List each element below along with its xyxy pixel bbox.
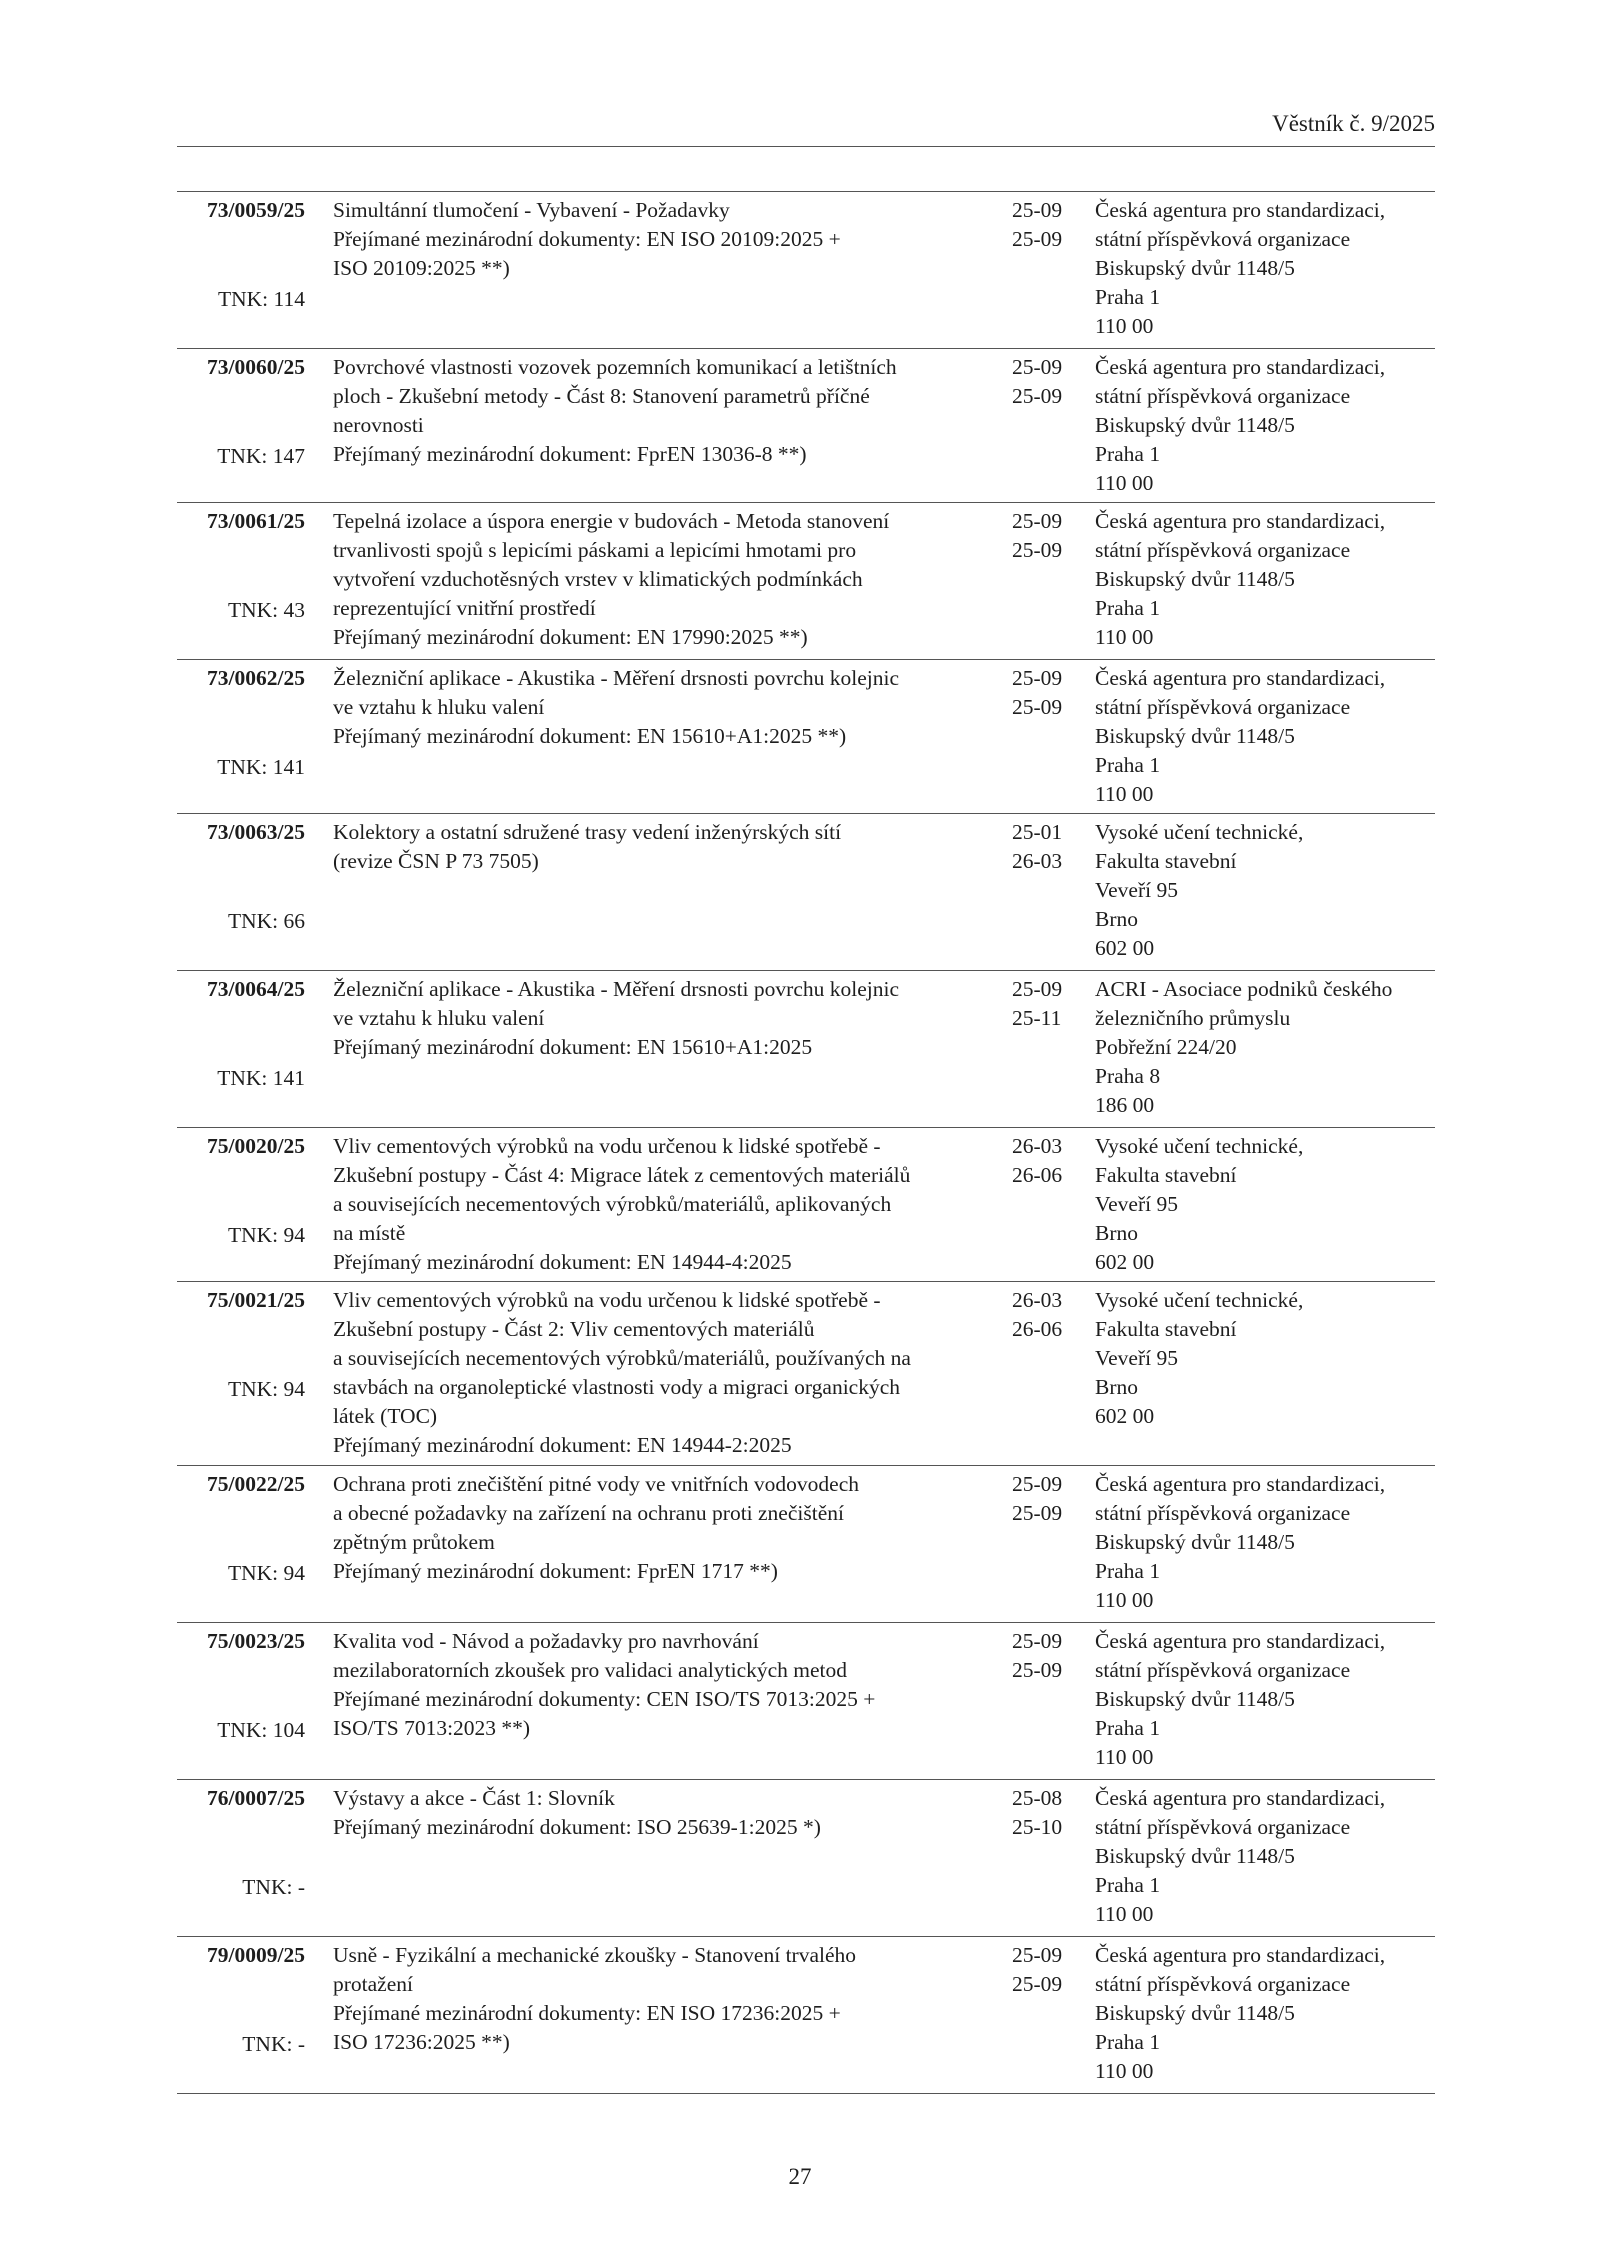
date-value: 25-08 (1012, 1786, 1063, 1810)
journal-title: Věstník č. 9/2025 (1272, 111, 1435, 136)
org-line: státní příspěvková organizace (1095, 538, 1351, 562)
standards-table (177, 191, 1435, 2094)
entry-id-cell (177, 1470, 305, 1499)
tnk-label: TNK: 43 (227, 598, 305, 622)
entry-dates (1012, 818, 1072, 876)
entry-id-cell (177, 664, 305, 693)
title-line: nerovnosti (333, 413, 424, 437)
title-line: Přejímaný mezinárodní dokument: EN 14944-4:2025 (333, 1250, 792, 1274)
title-line: ISO 17236:2025 **) (333, 2030, 510, 2054)
title-line: reprezentující vnitřní prostředí (333, 596, 596, 620)
entry-dates (1012, 196, 1072, 254)
title-line: a souvisejících necementových výrobků/materiálů, používaných na (333, 1346, 911, 1370)
page-number: 27 (788, 2164, 812, 2189)
tnk-label: TNK: 114 (218, 287, 305, 311)
table-row (177, 971, 1435, 1128)
entry-dates (1012, 664, 1072, 722)
table-row (177, 1780, 1435, 1937)
date-value: 26-03 (1012, 1134, 1063, 1158)
entry-organization (1095, 664, 1435, 809)
title-line: ploch - Zkušební metody - Část 8: Stanovení parametrů příčné (333, 384, 870, 408)
entry-id: 73/0064/25 (207, 977, 305, 1001)
tnk-label: TNK: - (242, 2032, 305, 2056)
org-line: 110 00 (1095, 471, 1154, 495)
entry-id: 73/0061/25 (207, 509, 305, 533)
entry-dates (1012, 507, 1072, 565)
entry-title (333, 1286, 983, 1460)
entry-title (333, 1627, 983, 1743)
org-line: Biskupský dvůr 1148/5 (1095, 2001, 1295, 2025)
org-line: železničního průmyslu (1095, 1006, 1291, 1030)
tnk-label: TNK: 141 (217, 755, 305, 779)
org-line: ACRI - Asociace podniků českého (1095, 977, 1393, 1001)
entry-title (333, 664, 983, 751)
entry-title (333, 196, 983, 283)
date-value: 25-09 (1012, 198, 1063, 222)
title-line: Přejímaný mezinárodní dokument: FprEN 1717 **) (333, 1559, 778, 1583)
table-row (177, 1128, 1435, 1282)
entry-organization (1095, 1627, 1435, 1772)
tnk-label: TNK: - (242, 1875, 305, 1899)
org-line: Biskupský dvůr 1148/5 (1095, 1687, 1295, 1711)
title-line: Přejímané mezinárodní dokumenty: CEN ISO/TS 7013:2025 + (333, 1687, 876, 1711)
org-line: Fakulta stavební (1095, 1317, 1237, 1341)
tnk-label: TNK: 94 (227, 1561, 305, 1585)
org-line: 110 00 (1095, 1745, 1154, 1769)
date-value: 25-09 (1012, 1943, 1063, 1967)
title-line: Povrchové vlastnosti vozovek pozemních komunikací a letištních (333, 355, 897, 379)
date-value: 25-09 (1012, 227, 1063, 251)
org-line: státní příspěvková organizace (1095, 384, 1351, 408)
table-row (177, 192, 1435, 349)
org-line: 110 00 (1095, 782, 1154, 806)
title-line: Simultánní tlumočení - Vybavení - Požadavky (333, 198, 730, 222)
title-line: Výstavy a akce - Část 1: Slovník (333, 1786, 615, 1810)
entry-title (333, 1784, 983, 1842)
date-value: 25-10 (1012, 1815, 1063, 1839)
org-line: státní příspěvková organizace (1095, 1658, 1351, 1682)
org-line: Veveří 95 (1095, 1192, 1178, 1216)
table-row (177, 349, 1435, 503)
title-line: Přejímané mezinárodní dokumenty: EN ISO 17236:2025 + (333, 2001, 841, 2025)
entry-organization (1095, 1470, 1435, 1615)
entry-organization (1095, 507, 1435, 652)
org-line: Biskupský dvůr 1148/5 (1095, 724, 1295, 748)
date-value: 26-06 (1012, 1317, 1063, 1341)
date-value: 25-09 (1012, 1472, 1063, 1496)
org-line: 602 00 (1095, 1404, 1155, 1428)
entry-id-cell (177, 1941, 305, 1970)
title-line: a obecné požadavky na zařízení na ochranu proti znečištění (333, 1501, 844, 1525)
title-line: Usně - Fyzikální a mechanické zkoušky - Stanovení trvalého (333, 1943, 857, 1967)
org-line: 110 00 (1095, 1902, 1154, 1926)
entry-id-cell (177, 1784, 305, 1813)
org-line: státní příspěvková organizace (1095, 227, 1351, 251)
entry-id-cell (177, 1627, 305, 1656)
org-line: Praha 1 (1095, 2030, 1161, 2054)
org-line: Brno (1095, 907, 1138, 931)
org-line: Biskupský dvůr 1148/5 (1095, 1530, 1295, 1554)
entry-id: 73/0059/25 (207, 198, 305, 222)
title-line: Železniční aplikace - Akustika - Měření drsnosti povrchu kolejnic (333, 666, 899, 690)
title-line: mezilaboratorních zkoušek pro validaci analytických metod (333, 1658, 848, 1682)
table-row (177, 1282, 1435, 1466)
org-line: Vysoké učení technické, (1095, 1134, 1304, 1158)
title-line: Přejímané mezinárodní dokumenty: EN ISO 20109:2025 + (333, 227, 841, 251)
entry-id: 75/0023/25 (207, 1629, 305, 1653)
title-line: ve vztahu k hluku valení (333, 695, 545, 719)
org-line: Brno (1095, 1375, 1138, 1399)
title-line: Zkušební postupy - Část 2: Vliv cementových materiálů (333, 1317, 815, 1341)
entry-id: 75/0020/25 (207, 1134, 305, 1158)
org-line: státní příspěvková organizace (1095, 1972, 1351, 1996)
entry-title (333, 1470, 983, 1586)
org-line: 110 00 (1095, 625, 1154, 649)
entry-id: 75/0022/25 (207, 1472, 305, 1496)
org-line: Veveří 95 (1095, 1346, 1178, 1370)
date-value: 25-09 (1012, 538, 1063, 562)
org-line: Vysoké učení technické, (1095, 1288, 1304, 1312)
entry-id: 76/0007/25 (207, 1786, 305, 1810)
table-row (177, 1466, 1435, 1623)
date-value: 25-09 (1012, 1629, 1063, 1653)
entry-organization (1095, 1286, 1435, 1431)
title-line: Kvalita vod - Návod a požadavky pro navrhování (333, 1629, 759, 1653)
entry-title (333, 507, 983, 652)
title-line: vytvoření vzduchotěsných vrstev v klimatických podmínkách (333, 567, 863, 591)
org-line: Česká agentura pro standardizaci, (1095, 666, 1386, 690)
date-value: 25-09 (1012, 1501, 1063, 1525)
org-line: Česká agentura pro standardizaci, (1095, 1786, 1386, 1810)
tnk-label: TNK: 141 (217, 1066, 305, 1090)
title-line: a souvisejících necementových výrobků/materiálů, aplikovaných (333, 1192, 892, 1216)
table-row (177, 1623, 1435, 1780)
table-row (177, 660, 1435, 814)
org-line: Česká agentura pro standardizaci, (1095, 1629, 1386, 1653)
title-line: Kolektory a ostatní sdružené trasy vedení inženýrských sítí (333, 820, 842, 844)
date-value: 25-09 (1012, 1972, 1063, 1996)
entry-dates (1012, 1470, 1072, 1528)
entry-id-cell (177, 1132, 305, 1161)
title-line: na místě (333, 1221, 406, 1245)
org-line: Česká agentura pro standardizaci, (1095, 1943, 1386, 1967)
org-line: Fakulta stavební (1095, 1163, 1237, 1187)
entry-title (333, 818, 983, 876)
org-line: Biskupský dvůr 1148/5 (1095, 1844, 1295, 1868)
org-line: státní příspěvková organizace (1095, 695, 1351, 719)
org-line: Česká agentura pro standardizaci, (1095, 355, 1386, 379)
entry-id-cell (177, 196, 305, 225)
org-line: Praha 1 (1095, 753, 1161, 777)
entry-organization (1095, 196, 1435, 341)
date-value: 26-03 (1012, 1288, 1063, 1312)
date-value: 25-09 (1012, 1658, 1063, 1682)
title-line: Vliv cementových výrobků na vodu určenou k lidské spotřebě - (333, 1134, 881, 1158)
entry-title (333, 1941, 983, 2057)
title-line: (revize ČSN P 73 7505) (333, 849, 539, 873)
org-line: Praha 1 (1095, 596, 1161, 620)
org-line: 110 00 (1095, 2059, 1154, 2083)
org-line: Praha 1 (1095, 1873, 1161, 1897)
org-line: Biskupský dvůr 1148/5 (1095, 567, 1295, 591)
entry-organization (1095, 1784, 1435, 1929)
title-line: ve vztahu k hluku valení (333, 1006, 545, 1030)
entry-dates (1012, 353, 1072, 411)
org-line: Praha 1 (1095, 1559, 1161, 1583)
org-line: státní příspěvková organizace (1095, 1815, 1351, 1839)
entry-id-cell (177, 1286, 305, 1315)
entry-organization (1095, 818, 1435, 963)
entry-id: 79/0009/25 (207, 1943, 305, 1967)
date-value: 25-09 (1012, 977, 1063, 1001)
title-line: stavbách na organoleptické vlastnosti vody a migraci organických (333, 1375, 900, 1399)
entry-dates (1012, 1627, 1072, 1685)
entry-organization (1095, 975, 1435, 1120)
title-line: zpětným průtokem (333, 1530, 495, 1554)
title-line: ISO 20109:2025 **) (333, 256, 510, 280)
entry-organization (1095, 353, 1435, 498)
org-line: Biskupský dvůr 1148/5 (1095, 413, 1295, 437)
org-line: 602 00 (1095, 1250, 1155, 1274)
org-line: 186 00 (1095, 1093, 1155, 1117)
org-line: Česká agentura pro standardizaci, (1095, 509, 1386, 533)
title-line: ISO/TS 7013:2023 **) (333, 1716, 531, 1740)
org-line: Brno (1095, 1221, 1138, 1245)
entry-id: 73/0060/25 (207, 355, 305, 379)
entry-dates (1012, 1132, 1072, 1190)
tnk-label: TNK: 104 (217, 1718, 305, 1742)
tnk-label: TNK: 94 (227, 1377, 305, 1401)
entry-dates (1012, 975, 1072, 1033)
entry-organization (1095, 1132, 1435, 1277)
entry-id-cell (177, 975, 305, 1004)
org-line: 602 00 (1095, 936, 1155, 960)
org-line: státní příspěvková organizace (1095, 1501, 1351, 1525)
date-value: 26-03 (1012, 849, 1063, 873)
title-line: Přejímaný mezinárodní dokument: EN 17990:2025 **) (333, 625, 808, 649)
title-line: Zkušební postupy - Část 4: Migrace látek z cementových materiálů (333, 1163, 911, 1187)
entry-dates (1012, 1784, 1072, 1842)
date-value: 26-06 (1012, 1163, 1063, 1187)
org-line: 110 00 (1095, 1588, 1154, 1612)
title-line: Vliv cementových výrobků na vodu určenou k lidské spotřebě - (333, 1288, 881, 1312)
org-line: Biskupský dvůr 1148/5 (1095, 256, 1295, 280)
org-line: Pobřežní 224/20 (1095, 1035, 1237, 1059)
title-line: Přejímaný mezinárodní dokument: ISO 25639-1:2025 *) (333, 1815, 821, 1839)
title-line: Přejímaný mezinárodní dokument: EN 14944-2:2025 (333, 1433, 792, 1457)
entry-id: 73/0063/25 (207, 820, 305, 844)
entry-id: 73/0062/25 (207, 666, 305, 690)
entry-id-cell (177, 818, 305, 847)
entry-title (333, 1132, 983, 1277)
org-line: Praha 1 (1095, 1716, 1161, 1740)
org-line: Vysoké učení technické, (1095, 820, 1304, 844)
table-row (177, 503, 1435, 660)
title-line: Přejímaný mezinárodní dokument: FprEN 13036-8 **) (333, 442, 807, 466)
entry-dates (1012, 1286, 1072, 1344)
entry-title (333, 353, 983, 469)
title-line: trvanlivosti spojů s lepicími páskami a lepicími hmotami pro (333, 538, 857, 562)
date-value: 25-11 (1012, 1006, 1062, 1030)
tnk-label: TNK: 66 (227, 909, 305, 933)
table-row (177, 814, 1435, 971)
entry-id: 75/0021/25 (207, 1288, 305, 1312)
date-value: 25-09 (1012, 666, 1063, 690)
title-line: látek (TOC) (333, 1404, 438, 1428)
entry-title (333, 975, 983, 1062)
entry-id-cell (177, 353, 305, 382)
title-line: protažení (333, 1972, 413, 1996)
page-header (177, 110, 1435, 147)
table-row (177, 1937, 1435, 2094)
entry-dates (1012, 1941, 1072, 1999)
entry-id-cell (177, 507, 305, 536)
date-value: 25-09 (1012, 384, 1063, 408)
title-line: Železniční aplikace - Akustika - Měření drsnosti povrchu kolejnic (333, 977, 899, 1001)
org-line: 110 00 (1095, 314, 1154, 338)
org-line: Česká agentura pro standardizaci, (1095, 198, 1386, 222)
tnk-label: TNK: 94 (227, 1223, 305, 1247)
entry-organization (1095, 1941, 1435, 2086)
title-line: Ochrana proti znečištění pitné vody ve vnitřních vodovodech (333, 1472, 859, 1496)
date-value: 25-01 (1012, 820, 1063, 844)
date-value: 25-09 (1012, 355, 1063, 379)
title-line: Přejímaný mezinárodní dokument: EN 15610+A1:2025 **) (333, 724, 847, 748)
tnk-label: TNK: 147 (217, 444, 305, 468)
org-line: Praha 1 (1095, 442, 1161, 466)
org-line: Fakulta stavební (1095, 849, 1237, 873)
title-line: Přejímaný mezinárodní dokument: EN 15610+A1:2025 (333, 1035, 813, 1059)
date-value: 25-09 (1012, 509, 1063, 533)
org-line: Praha 1 (1095, 285, 1161, 309)
date-value: 25-09 (1012, 695, 1063, 719)
org-line: Praha 8 (1095, 1064, 1161, 1088)
org-line: Veveří 95 (1095, 878, 1178, 902)
org-line: Česká agentura pro standardizaci, (1095, 1472, 1386, 1496)
title-line: Tepelná izolace a úspora energie v budovách - Metoda stanovení (333, 509, 890, 533)
